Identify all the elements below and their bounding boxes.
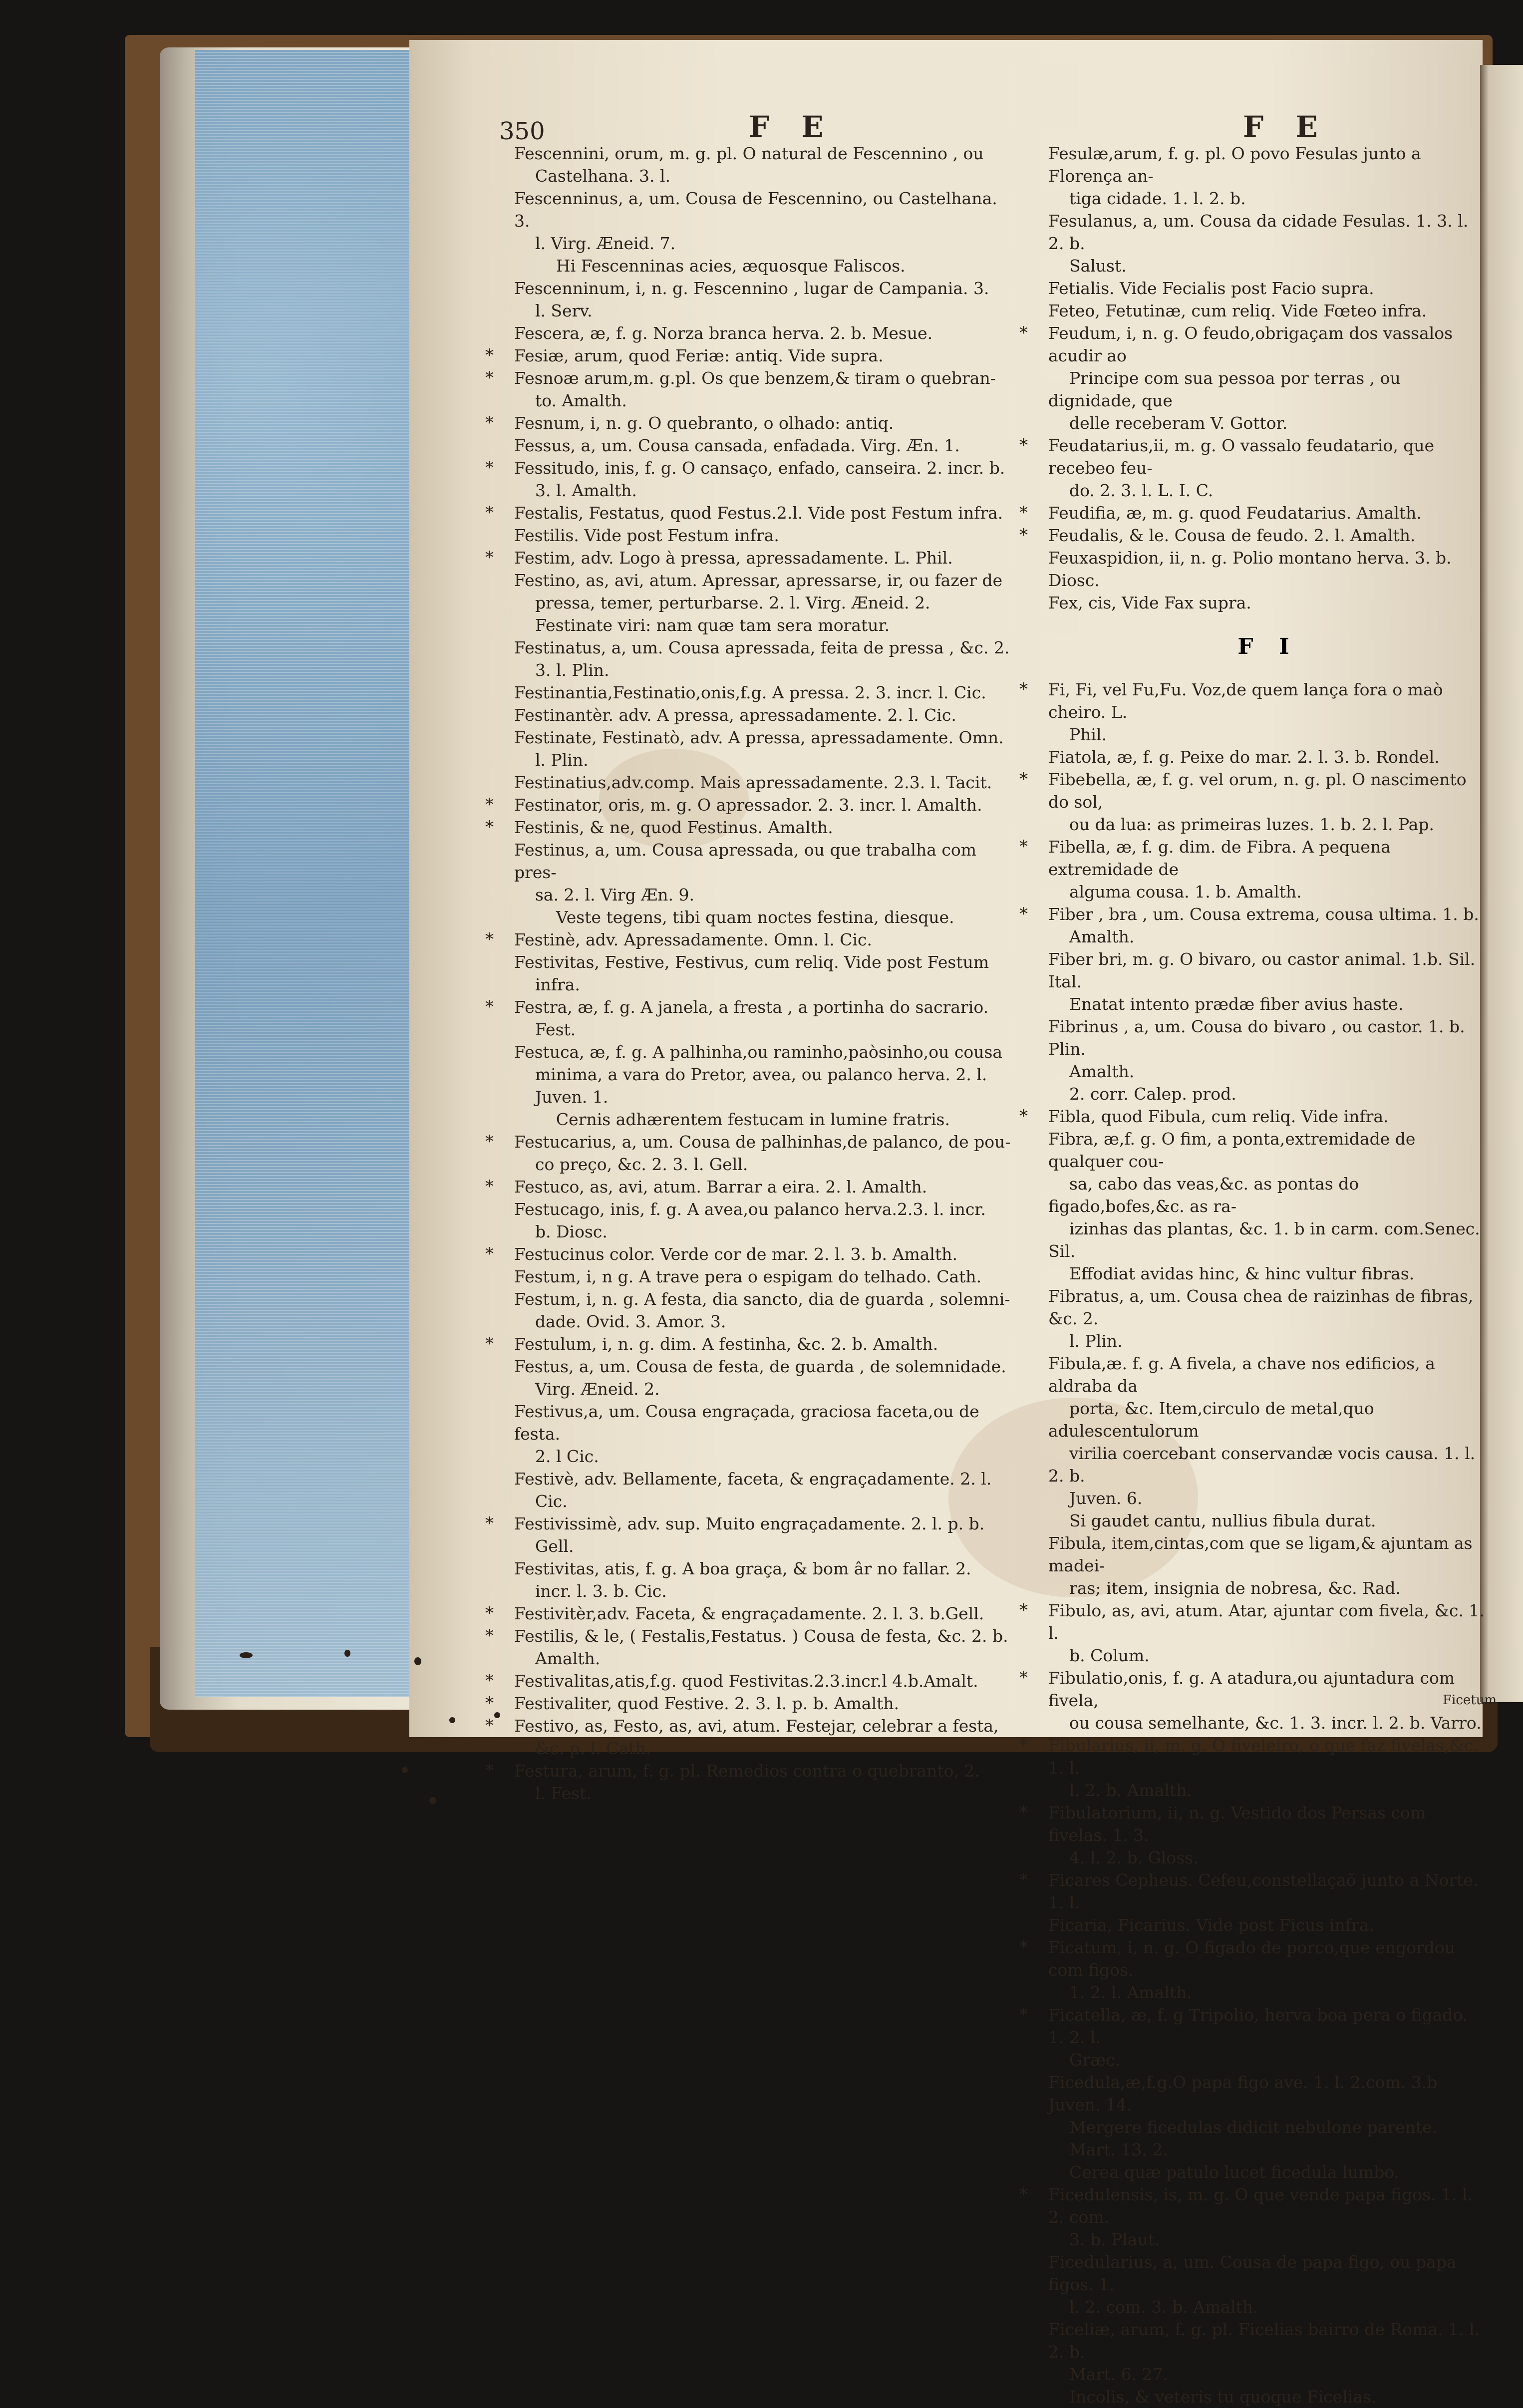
entry-line: Festinatus, a, um. Cousa apressada, feita de pressa , &c. 2.	[514, 638, 1010, 657]
dictionary-entry	[485, 344, 1011, 367]
entry-line: Fibra, æ,f. g. O fim, a ponta,extremidade de qualquer cou-	[1048, 1129, 1421, 1171]
entry-line: Fibratus, a, um. Cousa chea de raizinhas de fibras, &c. 2.	[1048, 1286, 1479, 1328]
entry-line: Hi Fescenninas acies, æquosque Faliscos.	[514, 256, 906, 276]
entry-line: Cic.	[514, 1492, 568, 1511]
asterisk-marker: *	[1019, 904, 1028, 924]
dictionary-entry	[514, 187, 1011, 255]
entry-line: Festinate, Festinatò, adv. A pressa, apressadamente. Omn.	[514, 728, 1004, 747]
asterisk-marker: *	[1019, 1106, 1028, 1126]
dictionary-entry	[514, 1288, 1011, 1333]
asterisk-marker: *	[1019, 323, 1028, 343]
entry-line: Fesnoæ arum,m. g.pl. Os que benzem,& tiram o quebran-	[514, 368, 996, 388]
entry-line: Festivitas, atis, f. g. A boa graça, & bom âr no fallar. 2.	[514, 1559, 971, 1578]
entry-line: 4. l. 2. b. Gloss.	[1048, 1848, 1199, 1867]
entry-line: Festucinus color. Verde cor de mar. 2. l. 3. b. Amalth.	[514, 1244, 957, 1264]
entry-line: 1. 2. l. Amalth.	[1048, 1983, 1192, 2002]
entry-line: Mart. 6. 27.	[1048, 2365, 1168, 2384]
dictionary-entry	[1019, 434, 1488, 502]
entry-line: Festinator, oris, m. g. O apressador. 2. 3. incr. l. Amalth.	[514, 795, 982, 815]
worm-hole	[240, 1652, 253, 1658]
dictionary-entry	[1048, 1914, 1488, 1936]
worm-hole	[429, 1797, 436, 1804]
entry-line: Fibla, quod Fibula, cum reliq. Vide infra.	[1048, 1107, 1389, 1126]
entry-line: tiga cidade. 1. l. 2. b.	[1048, 189, 1246, 208]
entry-line: Fibula, item,cintas,com que se ligam,& ajuntam as madei-	[1048, 1533, 1478, 1575]
asterisk-marker: *	[1019, 837, 1028, 857]
running-head-left: F E	[749, 110, 835, 144]
entry-line: Festum, i, n. g. A festa, dia sancto, dia de guarda , solemni-	[514, 1289, 1010, 1309]
entry-line: Festivaliter, quod Festive. 2. 3. l. p. b. Amalth.	[514, 1694, 900, 1713]
entry-line: Festivè, adv. Bellamente, faceta, & engraçadamente. 2. l.	[514, 1469, 992, 1489]
entry-line: b. Colum.	[1048, 1646, 1150, 1665]
entry-line: Castelhana. 3. l.	[514, 166, 671, 186]
entry-line: ras; item, insignia de nobresa, &c. Rad.	[1048, 1578, 1401, 1598]
dictionary-entry	[514, 1108, 1011, 1131]
dictionary-entry	[514, 681, 1011, 704]
entry-line: Festino, as, avi, atum. Apressar, apressarse, ir, ou fazer de	[514, 571, 1003, 590]
entry-line: delle receberam V. Gottor.	[1048, 413, 1288, 433]
catchword: Ficetum	[1443, 1693, 1497, 1708]
dictionary-entry	[514, 839, 1011, 906]
entry-line: Mart. 13. 2.	[1048, 2140, 1168, 2159]
entry-line: Amalth.	[1048, 927, 1135, 946]
asterisk-marker: *	[485, 1671, 494, 1691]
dictionary-entry	[1048, 1285, 1488, 1352]
dictionary-entry	[1048, 1128, 1488, 1262]
dictionary-entry	[514, 524, 1011, 547]
dictionary-entry	[1048, 547, 1488, 592]
dictionary-entry	[485, 1243, 1011, 1265]
dictionary-entry	[485, 996, 1011, 1041]
asterisk-marker: *	[485, 1693, 494, 1713]
dictionary-entry	[1019, 678, 1488, 746]
asterisk-marker: *	[485, 997, 494, 1017]
asterisk-marker: *	[485, 1132, 494, 1152]
entry-line: Festim, adv. Logo à pressa, apressadamente. L. Phil.	[514, 548, 953, 568]
dictionary-entry	[1048, 300, 1488, 322]
worm-hole	[402, 1767, 408, 1773]
worm-hole	[344, 1650, 350, 1657]
dictionary-entry	[1019, 1936, 1488, 2004]
entry-line: Græc.	[1048, 2050, 1121, 2070]
entry-line: Feudalis, & le. Cousa de feudo. 2. l. Amalth.	[1048, 526, 1416, 545]
entry-line: Fiber bri, m. g. O bivaro, ou castor animal. 1.b. Sil. Ital.	[1048, 949, 1481, 991]
dictionary-entry	[1048, 2161, 1488, 2183]
entry-line: &c. p. l. Cath.	[514, 1739, 651, 1758]
asterisk-marker: *	[485, 548, 494, 568]
dictionary-entry	[1048, 210, 1488, 277]
asterisk-marker: *	[485, 929, 494, 949]
entry-line: Fibulo, as, avi, atum. Atar, ajuntar com fivela, &c. 1. l.	[1048, 1601, 1490, 1643]
entry-line: Amalth.	[1048, 1062, 1135, 1081]
dictionary-entry	[1019, 1869, 1488, 1914]
dictionary-entry	[485, 1333, 1011, 1355]
entry-line: Ficaria, Ficarius. Vide post Ficus infra.	[1048, 1915, 1374, 1935]
dictionary-entry	[485, 1602, 1011, 1625]
entry-line: incr. l. 3. b. Cic.	[514, 1581, 667, 1601]
dictionary-entry	[1048, 1509, 1488, 1532]
dictionary-entry	[485, 1625, 1011, 1670]
dictionary-entry	[514, 1198, 1011, 1243]
dictionary-entry	[514, 142, 1011, 187]
asterisk-marker: *	[485, 413, 494, 433]
entry-line: Si gaudet cantu, nullius fibula durat.	[1048, 1511, 1376, 1530]
entry-line: Festuca, æ, f. g. A palhinha,ou raminho,paòsinho,ou cousa	[514, 1042, 1003, 1062]
entry-line: Effodiat avidas hinc, & hinc vultur fibras.	[1048, 1264, 1415, 1283]
entry-line: Phil.	[1048, 725, 1107, 744]
entry-line: 3. l. Plin.	[514, 660, 609, 680]
entry-line: l. Virg. Æneid. 7.	[514, 234, 676, 253]
dictionary-entry	[1019, 1667, 1488, 1734]
right-column	[1019, 142, 1490, 2408]
entry-line: Ficares Cepheus. Cefeu,constellaçaõ junto a Norte. 1. l.	[1048, 1870, 1484, 1912]
dictionary-entry	[1048, 1083, 1488, 1105]
entry-line: Cerea quæ patulo lucet ficedula lumbo.	[1048, 2162, 1400, 2182]
dictionary-entry	[485, 1176, 1011, 1198]
entry-line: izinhas das plantas, &c. 1. b in carm. com.Senec. Sil.	[1048, 1219, 1486, 1261]
entry-line: Fibulatio,onis, f. g. A atadura,ou ajuntadura com fivela,	[1048, 1668, 1460, 1710]
entry-line: Virg. Æneid. 2.	[514, 1379, 660, 1399]
dictionary-entry	[1019, 1599, 1490, 1667]
left-column	[485, 142, 1011, 1805]
dictionary-entry	[514, 255, 1011, 277]
dictionary-entry	[1048, 1532, 1488, 1599]
entry-line: Festinantia,Festinatio,onis,f.g. A pressa. 2. 3. incr. l. Cic.	[514, 683, 986, 702]
asterisk-marker: *	[1019, 503, 1028, 523]
entry-line: Festivalitas,atis,f.g. quod Festivitas.2.3.incr.l 4.b.Amalt.	[514, 1671, 978, 1691]
asterisk-marker: *	[1019, 1870, 1028, 1890]
dictionary-entry	[485, 412, 1011, 434]
entry-line: Feudifia, æ, m. g. quod Feudatarius. Amalth.	[1048, 503, 1422, 523]
entry-line: l. 2. b. Amalth.	[1048, 1781, 1192, 1800]
entry-line: Fi, Fi, vel Fu,Fu. Voz,de quem lança fora o maò cheiro. L.	[1048, 680, 1449, 722]
asterisk-marker: *	[1019, 435, 1028, 455]
entry-line: Festulum, i, n. g. dim. A festinha, &c. 2. b. Amalth.	[514, 1334, 938, 1354]
entry-line: Festivo, as, Festo, as, avi, atum. Festejar, celebrar a festa,	[514, 1716, 999, 1736]
entry-line: Ficeliæ, arum, f. g. pl. Ficelias bairro de Roma. 1. l. 2. b.	[1048, 2320, 1485, 2362]
dictionary-entry	[1019, 903, 1488, 948]
dictionary-entry	[514, 906, 1011, 928]
entry-line: b. Diosc.	[514, 1222, 608, 1241]
dictionary-entry	[1048, 2318, 1488, 2386]
entry-line: ou cousa semelhante, &c. 1. 3. incr. l. 2. b. Varro.	[1048, 1713, 1482, 1733]
entry-line: Veste tegens, tibi quam noctes festina, diesque.	[514, 907, 954, 927]
dictionary-entry	[1048, 993, 1488, 1015]
entry-line: co preço, &c. 2. 3. l. Gell.	[514, 1155, 748, 1174]
entry-line: Fibella, æ, f. g. dim. de Fibra. A pequena extremidade de	[1048, 837, 1396, 879]
entry-line: Ficatum, i, n. g. O figado de porco,que engordou com figos.	[1048, 1938, 1461, 1980]
entry-line: Fest.	[514, 1020, 576, 1039]
entry-line: l. Plin.	[514, 750, 589, 770]
dictionary-entry	[1019, 2004, 1488, 2071]
asterisk-marker: *	[485, 817, 494, 837]
worm-hole	[494, 1712, 500, 1718]
dictionary-entry	[485, 502, 1011, 524]
dictionary-entry	[485, 1692, 1011, 1715]
entry-line: Fibulatorium, ii, n. g. Vestido dos Persas com fivelas. 1. 3.	[1048, 1803, 1431, 1845]
asterisk-marker: *	[485, 345, 494, 365]
dictionary-entry	[514, 726, 1011, 771]
entry-line: Principe com sua pessoa por terras , ou dignidade, que	[1048, 368, 1406, 410]
asterisk-marker: *	[485, 1603, 494, 1623]
entry-line: Festinis, & ne, quod Festinus. Amalth.	[514, 818, 833, 837]
dictionary-entry	[1048, 948, 1488, 993]
entry-line: Fesiæ, arum, quod Feriæ: antiq. Vide supra.	[514, 346, 884, 365]
dictionary-entry	[1019, 1105, 1488, 1128]
entry-line: Festum, i, n g. A trave pera o espigam do telhado. Cath.	[514, 1267, 982, 1286]
entry-line: Ficedula,æ,f.g.O papa figo ave. 1. l. 2.com. 3.b Juven. 14.	[1048, 2073, 1443, 2114]
entry-line: to. Amalth.	[514, 391, 627, 410]
entry-line: Fiber , bra , um. Cousa extrema, cousa ultima. 1. b.	[1048, 904, 1479, 924]
entry-line: Fessitudo, inis, f. g. O cansaço, enfado, canseira. 2. incr. b.	[514, 458, 1005, 478]
dictionary-entry	[485, 816, 1011, 839]
dictionary-entry	[485, 1131, 1011, 1176]
asterisk-marker: *	[1019, 1803, 1028, 1822]
entry-line: Incolis, & veteris tu quoque Ficelias.	[1048, 2387, 1377, 2407]
asterisk-marker: *	[1019, 1668, 1028, 1688]
entry-line: Feuxaspidion, ii, n. g. Polio montano herva. 3. b. Diosc.	[1048, 548, 1457, 590]
entry-line: Enatat intento prædæ fiber avius haste.	[1048, 994, 1404, 1014]
entry-line: Fescennini, orum, m. g. pl. O natural de Fescennino , ou	[514, 144, 984, 163]
running-head-right: F E	[1243, 110, 1329, 144]
entry-line: 2. corr. Calep. prod.	[1048, 1084, 1236, 1104]
dictionary-entry	[1019, 768, 1488, 836]
asterisk-marker: *	[485, 1513, 494, 1533]
entry-line: Festuco, as, avi, atum. Barrar a eira. 2. l. Amalth.	[514, 1177, 927, 1197]
asterisk-marker: *	[1019, 2184, 1028, 2204]
dictionary-entry	[1019, 502, 1488, 524]
dictionary-entry	[1048, 2386, 1488, 2408]
worm-hole	[414, 1657, 421, 1665]
entry-line: Fessus, a, um. Cousa cansada, enfadada. Virg. Æn. 1.	[514, 436, 960, 455]
dictionary-entry	[514, 1041, 1011, 1108]
asterisk-marker: *	[485, 1177, 494, 1197]
entry-line: Fibularius, ii, m. g. O fiveleiro, o que faz fivelas,&c. 1. l.	[1048, 1736, 1484, 1778]
asterisk-marker: *	[485, 1716, 494, 1736]
dictionary-entry	[1019, 524, 1488, 547]
entry-line: minima, a vara do Pretor, avea, ou palanco herva. 2. l.	[514, 1065, 987, 1084]
dictionary-entry	[1048, 2251, 1488, 2318]
asterisk-marker: *	[485, 368, 494, 388]
asterisk-marker: *	[485, 503, 494, 523]
dictionary-entry	[1048, 592, 1488, 614]
asterisk-marker: *	[1019, 1735, 1028, 1755]
entry-line: Ficedulensis, is, m. g. O que vende papa figos. 1. l. 2. com.	[1048, 2185, 1478, 2227]
entry-line: sa. 2. l. Virg Æn. 9.	[514, 885, 695, 904]
entry-line: Festivus,a, um. Cousa engraçada, graciosa faceta,ou de festa.	[514, 1402, 985, 1444]
page-number: 350	[499, 117, 545, 145]
entry-line: 3. b. Plaut.	[1048, 2230, 1160, 2249]
dictionary-entry	[485, 367, 1011, 412]
entry-line: Fescenninus, a, um. Cousa de Fescennino, ou Castelhana. 3.	[514, 189, 1003, 231]
entry-line: 2. l Cic.	[514, 1447, 599, 1466]
asterisk-marker: *	[1019, 1600, 1028, 1620]
entry-line: Festilis. Vide post Festum infra.	[514, 526, 779, 545]
entry-line: Gell.	[514, 1536, 574, 1556]
entry-line: porta, &c. Item,circulo de metal,quo adulescentulorum	[1048, 1399, 1380, 1441]
asterisk-marker: *	[1019, 2005, 1028, 2025]
asterisk-marker: *	[485, 1626, 494, 1646]
entry-line: Fesulanus, a, um. Cousa da cidade Fesulas. 1. 3. l. 2. b.	[1048, 211, 1474, 253]
dictionary-entry	[1048, 277, 1488, 300]
entry-line: Fetialis. Vide Fecialis post Facio supra.	[1048, 279, 1374, 298]
entry-line: Feteo, Fetutinæ, cum reliq. Vide Fœteo infra.	[1048, 301, 1427, 320]
entry-line: alguma cousa. 1. b. Amalth.	[1048, 882, 1302, 902]
asterisk-marker: *	[485, 1761, 494, 1781]
dictionary-entry	[514, 277, 1011, 322]
entry-line: Fescera, æ, f. g. Norza branca herva. 2. b. Mesue.	[514, 323, 933, 343]
dictionary-entry	[514, 1355, 1011, 1400]
entry-line: Fescenninum, i, n. g. Fescennino , lugar de Campania. 3.	[514, 279, 989, 298]
entry-line: l. Fest.	[514, 1784, 592, 1803]
entry-line: Festucarius, a, um. Cousa de palhinhas,de palanco, de pou-	[514, 1132, 1011, 1152]
dictionary-entry	[1048, 1262, 1488, 1285]
dictionary-entry	[1048, 746, 1488, 768]
dictionary-entry	[485, 794, 1011, 816]
dictionary-entry	[485, 928, 1011, 951]
dictionary-entry	[514, 1468, 1011, 1512]
entry-line: Feudatarius,ii, m. g. O vassalo feudatario, que recebeo feu-	[1048, 436, 1440, 478]
asterisk-marker: *	[1019, 1937, 1028, 1957]
dictionary-entry	[1048, 1015, 1488, 1083]
entry-line: Mergere ficedulas didicit nebulone parente.	[1048, 2117, 1438, 2137]
entry-line: pressa, temer, perturbarse. 2. l. Virg. Æneid. 2.	[514, 593, 930, 612]
entry-line: Festilis, & le, ( Festalis,Festatus. ) Cousa de festa, &c. 2. b.	[514, 1626, 1008, 1646]
entry-line: Juven. 6.	[1048, 1489, 1143, 1508]
dictionary-entry	[485, 547, 1011, 569]
dictionary-entry	[514, 1265, 1011, 1288]
entry-line: Cernis adhærentem festucam in lumine fratris.	[514, 1110, 950, 1129]
right-column-fi-entries	[1019, 678, 1490, 2408]
asterisk-marker: *	[1019, 679, 1028, 699]
dictionary-entry	[1019, 322, 1488, 434]
dictionary-entry	[514, 951, 1011, 996]
entry-line: l. Plin.	[1048, 1331, 1123, 1351]
dictionary-entry	[1048, 2116, 1488, 2138]
dictionary-entry	[485, 457, 1011, 502]
entry-line: ou da lua: as primeiras luzes. 1. b. 2. l. Pap.	[1048, 815, 1434, 834]
entry-line: sa, cabo das veas,&c. as pontas do figado,bofes,&c. as ra-	[1048, 1174, 1364, 1216]
entry-line: Fibrinus , a, um. Cousa do bivaro , ou castor. 1. b. Plin.	[1048, 1017, 1471, 1059]
entry-line: Feudum, i, n. g. O feudo,obrigaçam dos vassalos acudir ao	[1048, 323, 1458, 365]
entry-line: virilia coercebant conservandæ vocis causa. 1. l. 2. b.	[1048, 1444, 1481, 1486]
asterisk-marker: *	[485, 458, 494, 478]
entry-line: l. Serv.	[514, 301, 593, 320]
entry-line: Festinatius,adv.comp. Mais apressadamente. 2.3. l. Tacit.	[514, 773, 992, 792]
dictionary-entry	[485, 1760, 1011, 1805]
entry-line: Festivitèr,adv. Faceta, & engraçadamente. 2. l. 3. b.Gell.	[514, 1604, 984, 1623]
asterisk-marker: *	[485, 795, 494, 815]
entry-line: Festus, a, um. Cousa de festa, de guarda , de solemnidade.	[514, 1357, 1006, 1376]
right-column-fe-entries	[1019, 142, 1488, 614]
entry-line: Salust.	[1048, 256, 1127, 276]
dictionary-entry	[514, 569, 1011, 614]
entry-line: Ficatella, æ, f. g Tripolio, herva boa pera o figado. 1. 2. l.	[1048, 2005, 1473, 2047]
dictionary-entry	[514, 636, 1011, 681]
worm-hole	[449, 1717, 455, 1723]
entry-line: Festura, arum, f. g. pl. Remedios contra o quebranto, 2.	[514, 1761, 980, 1781]
asterisk-marker: *	[1019, 769, 1028, 789]
blue-sprinkled-page-edge	[195, 50, 414, 1697]
dictionary-entry	[514, 1557, 1011, 1602]
entry-line: Festinè, adv. Apressadamente. Omn. l. Cic.	[514, 930, 872, 949]
asterisk-marker: *	[1019, 525, 1028, 545]
entry-line: Fiatola, æ, f. g. Peixe do mar. 2. l. 3. b. Rondel.	[1048, 747, 1440, 767]
dictionary-entry	[514, 1400, 1011, 1468]
entry-line: Festalis, Festatus, quod Festus.2.l. Vide post Festum infra.	[514, 503, 1003, 523]
dictionary-entry	[485, 1512, 1011, 1557]
dictionary-entry	[514, 322, 1011, 344]
entry-line: Festinus, a, um. Cousa apressada, ou que trabalha com pres-	[514, 840, 982, 882]
entry-line: Festivitas, Festive, Festivus, cum reliq. Vide post Festum	[514, 952, 989, 972]
entry-line: Amalth.	[514, 1649, 601, 1668]
section-heading-fi: F I	[1237, 634, 1298, 659]
dictionary-entry	[514, 614, 1011, 636]
dictionary-entry	[514, 704, 1011, 726]
entry-line: Festinate viri: nam quæ tam sera moratur.	[514, 615, 890, 635]
dictionary-entry	[1019, 1734, 1488, 1802]
entry-line: Fesnum, i, n. g. O quebranto, o olhado: antiq.	[514, 413, 894, 433]
dictionary-entry	[514, 771, 1011, 794]
entry-line: Juven. 1.	[514, 1087, 609, 1107]
entry-line: dade. Ovid. 3. Amor. 3.	[514, 1312, 726, 1331]
entry-line: 3. l. Amalth.	[514, 481, 637, 500]
entry-line: do. 2. 3. l. L. I. C.	[1048, 481, 1214, 500]
entry-line: Fibebella, æ, f. g. vel orum, n. g. pl. O nascimento do sol,	[1048, 770, 1472, 812]
entry-line: Ficedularius, a, um. Cousa de papa figo, ou papa figos. 1.	[1048, 2252, 1462, 2294]
entry-line: l. 2. com. 3. b. Amalth.	[1048, 2297, 1258, 2317]
asterisk-marker: *	[485, 1334, 494, 1354]
dictionary-entry	[514, 434, 1011, 457]
dictionary-entry	[1019, 1802, 1488, 1869]
dictionary-entry	[1048, 142, 1488, 210]
entry-line: Fibula,æ. f. g. A fivela, a chave nos edificios, a aldraba da	[1048, 1354, 1441, 1396]
entry-line: Festivissimè, adv. sup. Muito engraçadamente. 2. l. p. b.	[514, 1514, 985, 1533]
dictionary-entry	[485, 1715, 1011, 1760]
entry-line: Fesulæ,arum, f. g. pl. O povo Fesulas junto a Florença an-	[1048, 144, 1427, 186]
asterisk-marker: *	[485, 1244, 494, 1264]
dictionary-entry	[1019, 836, 1488, 903]
dictionary-entry	[1019, 2183, 1488, 2251]
dictionary-entry	[1048, 2138, 1488, 2161]
entry-line: Festucago, inis, f. g. A avea,ou palanco herva.2.3. l. incr.	[514, 1200, 986, 1219]
dictionary-entry	[1048, 1352, 1488, 1509]
entry-line: infra.	[514, 975, 580, 994]
entry-line: Festra, æ, f. g. A janela, a fresta , a portinha do sacrario.	[514, 997, 989, 1017]
dictionary-entry	[485, 1670, 1011, 1692]
entry-line: Festinantèr. adv. A pressa, apressadamente. 2. l. Cic.	[514, 705, 956, 725]
dictionary-entry	[1048, 2071, 1488, 2116]
entry-line: Fex, cis, Vide Fax supra.	[1048, 593, 1251, 612]
